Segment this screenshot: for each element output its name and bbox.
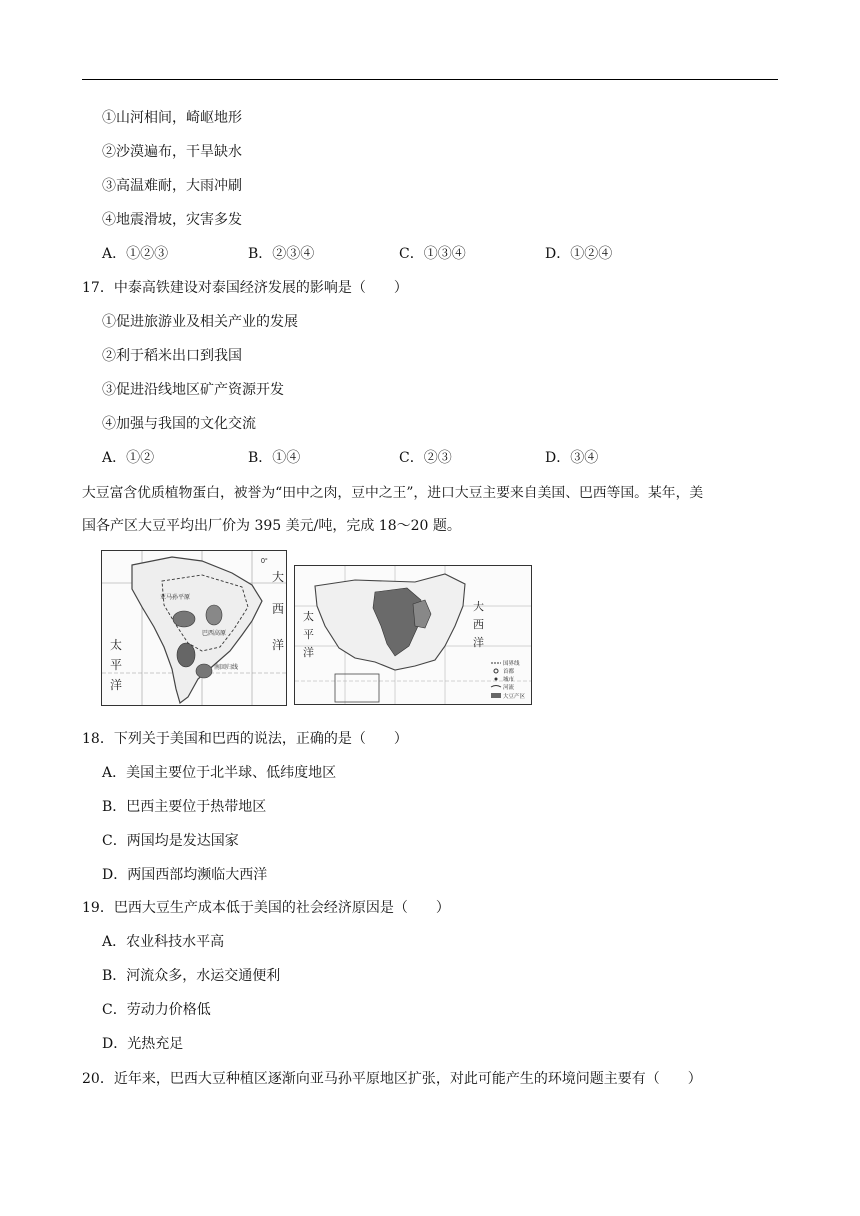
intro-line-2: 国各产区大豆平均出厂价为 395 美元/吨，完成 18～20 题。 <box>82 518 461 534</box>
equator-label: 0° <box>261 558 268 565</box>
svg-text:洋: 洋 <box>272 638 285 652</box>
q19-stem: 19．巴西大豆生产成本低于美国的社会经济原因是（ ） <box>82 900 450 916</box>
brazil-soybean-map <box>101 550 287 706</box>
svg-text:城市: 城市 <box>503 677 515 683</box>
q17-item-3: ③促进沿线地区矿产资源开发 <box>102 382 284 398</box>
map-legend <box>491 659 526 700</box>
q19-option-b[interactable]: B．河流众多，水运交通便利 <box>102 968 281 984</box>
svg-text:太: 太 <box>110 638 123 652</box>
q17-stem: 17．中泰高铁建设对泰国经济发展的影响是（ ） <box>82 280 408 296</box>
q17-item-4: ④加强与我国的文化交流 <box>102 416 256 432</box>
q16-option-b[interactable]: B．②③④ <box>248 246 315 262</box>
q17-item-2: ②利于稻米出口到我国 <box>102 348 242 364</box>
q18-option-a[interactable]: A．美国主要位于北半球、低纬度地区 <box>102 765 337 781</box>
q20-stem: 20．近年来，巴西大豆种植区逐渐向亚马孙平原地区扩张，对此可能产生的环境问题主要有（ ） <box>82 1071 702 1087</box>
q16-item-4: ④地震滑坡，灾害多发 <box>102 212 242 228</box>
svg-text:国界线: 国界线 <box>503 661 520 667</box>
q18-option-c[interactable]: C．两国均是发达国家 <box>102 833 239 849</box>
q17-option-b[interactable]: B．①④ <box>248 450 301 466</box>
svg-text:河流: 河流 <box>503 685 515 691</box>
intro-line-1: 大豆富含优质植物蛋白，被誉为“田中之肉，豆中之王”，进口大豆主要来自美国、巴西等国。某年，美 <box>82 485 704 501</box>
q18-option-b[interactable]: B．巴西主要位于热带地区 <box>102 799 267 815</box>
q19-option-a[interactable]: A．农业科技水平高 <box>102 934 225 950</box>
svg-text:大豆产区: 大豆产区 <box>503 694 526 700</box>
svg-text:大: 大 <box>272 570 285 584</box>
q16-item-3: ③高温难耐，大雨冲刷 <box>102 178 242 194</box>
q19-option-d[interactable]: D．光热充足 <box>102 1036 184 1052</box>
q16-option-c[interactable]: C．①③④ <box>399 246 466 262</box>
tropic-label: 南回归线 <box>214 665 239 671</box>
q17-item-1: ①促进旅游业及相关产业的发展 <box>102 314 298 330</box>
amazon-plain-label: 亚马孙平原 <box>160 595 191 601</box>
q16-option-a[interactable]: A．①②③ <box>102 246 169 262</box>
svg-text:西: 西 <box>272 602 285 616</box>
q17-option-a[interactable]: A．①② <box>102 450 155 466</box>
svg-text:平: 平 <box>110 658 123 672</box>
svg-text:洋: 洋 <box>473 637 484 649</box>
q17-option-d[interactable]: D．③④ <box>545 450 599 466</box>
svg-text:大: 大 <box>473 601 484 613</box>
brazil-plateau-label: 巴西高原 <box>202 631 227 637</box>
svg-text:首都: 首都 <box>503 669 515 675</box>
q17-option-c[interactable]: C．②③ <box>399 450 452 466</box>
q16-item-2: ②沙漠遍布，干旱缺水 <box>102 144 242 160</box>
q18-stem: 18．下列关于美国和巴西的说法，正确的是（ ） <box>82 731 408 747</box>
svg-text:洋: 洋 <box>110 678 123 692</box>
q16-item-1: ①山河相间，崎岖地形 <box>102 110 242 126</box>
svg-text:平: 平 <box>303 629 314 641</box>
q18-option-d[interactable]: D．两国西部均濒临大西洋 <box>102 867 268 883</box>
svg-text:洋: 洋 <box>303 647 314 659</box>
svg-text:太: 太 <box>303 611 314 623</box>
svg-text:西: 西 <box>473 619 484 631</box>
q16-option-d[interactable]: D．①②④ <box>545 246 613 262</box>
usa-soybean-map <box>294 565 532 705</box>
header-rule <box>82 79 778 80</box>
q19-option-c[interactable]: C．劳动力价格低 <box>102 1002 211 1018</box>
